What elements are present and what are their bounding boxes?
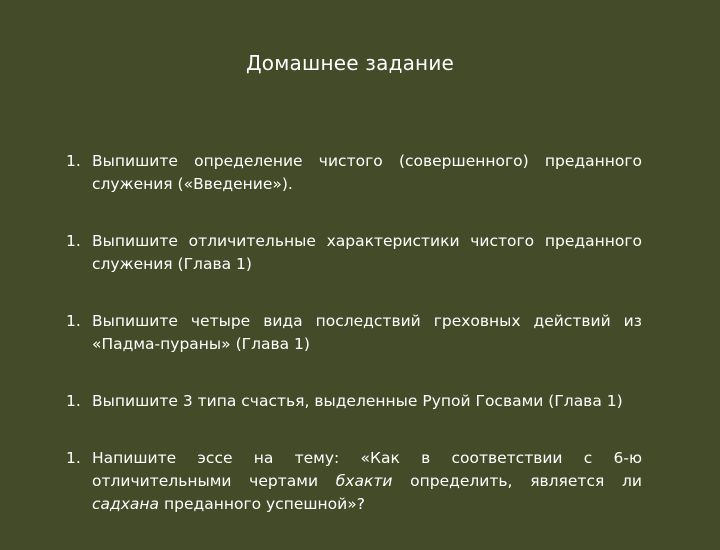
task-text-part: Выпишите четыре вида последствий греховных действий из «Падма-пураны» (Глава 1) — [92, 312, 642, 353]
task-text — [92, 230, 642, 276]
task-text-part: Выпишите 3 типа счастья, выделенные Рупой Госвами (Глава 1) — [92, 392, 623, 410]
homework-task-list — [66, 150, 642, 550]
task-term-sadhana: садхана — [92, 495, 160, 513]
task-text — [92, 390, 642, 413]
task-number: 1. — [66, 232, 81, 250]
task-text-part: преданного успешной»? — [159, 495, 365, 513]
task-number: 1. — [66, 449, 81, 467]
task-text-part: определить, является ли — [392, 472, 642, 490]
task-text — [92, 310, 642, 356]
task-number: 1. — [66, 312, 81, 330]
slide-title: Домашнее задание — [245, 51, 455, 75]
task-item-5 — [66, 447, 642, 516]
task-text — [92, 447, 642, 516]
task-text-part: Выпишите определение чистого (совершенного) преданного служения («Введение»). — [92, 152, 642, 193]
task-number: 1. — [66, 392, 81, 410]
task-item-4 — [66, 390, 642, 413]
task-item-2 — [66, 230, 642, 276]
task-item-3 — [66, 310, 642, 356]
task-item-1 — [66, 150, 642, 196]
task-text-part: Напишите эссе на тему: «Как в соответствии с 6-ю отличительными чертами — [92, 449, 642, 490]
task-number: 1. — [66, 152, 81, 170]
task-text-part: Выпишите отличительные характеристики чистого преданного служения (Глава 1) — [92, 232, 642, 273]
task-term-bhakti: бхакти — [335, 472, 393, 490]
task-text — [92, 150, 642, 196]
